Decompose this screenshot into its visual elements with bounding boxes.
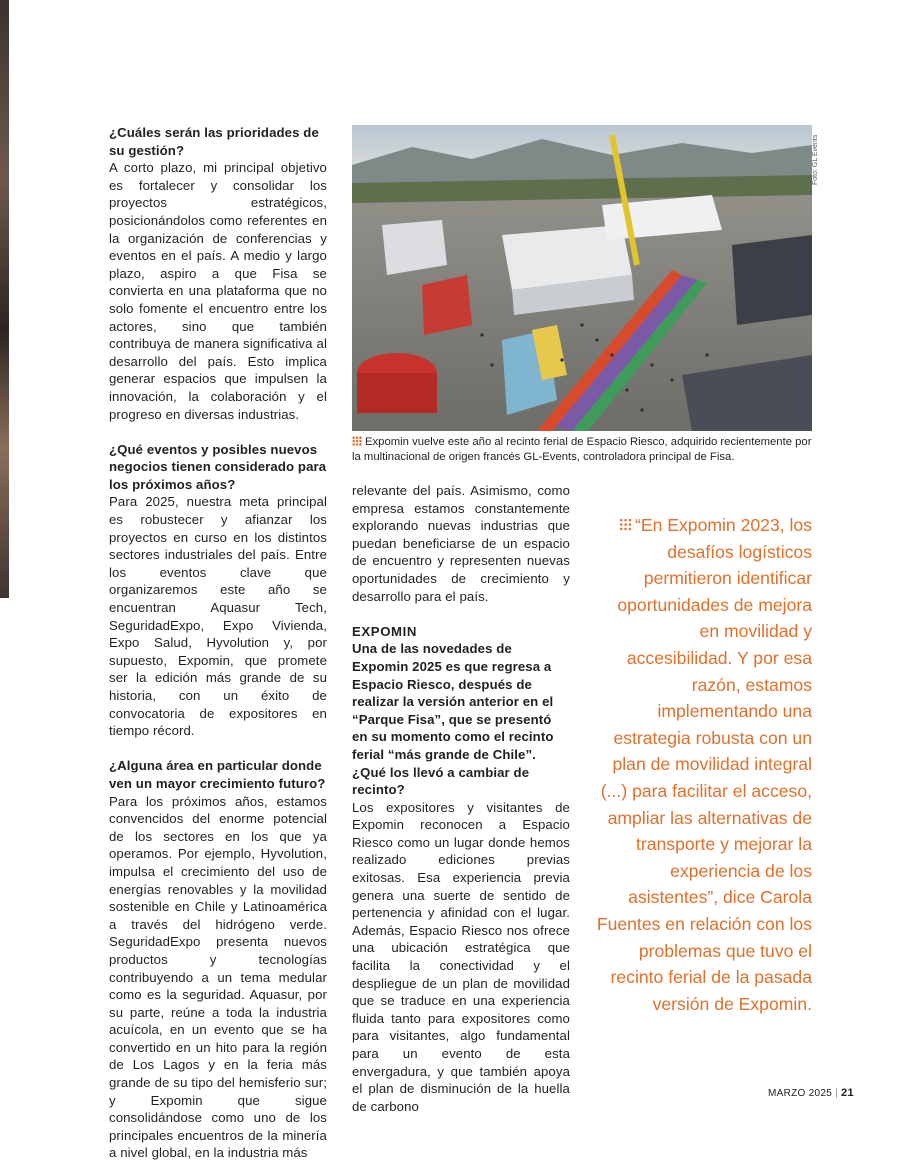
interview-answer: relevante del país. Asimismo, como empresa estamos constantemente explorando nuevas industrias que puedan beneficiarse de un espacio de encuentro y representen nuevas oportunidades de crecimiento y desarrollo para el país. xyxy=(352,483,570,604)
page-number: 21 xyxy=(841,1087,854,1099)
photo-credit: Foto: GL Events xyxy=(812,134,819,185)
dotted-bullet-icon xyxy=(352,436,362,446)
article-column-left xyxy=(109,124,327,1162)
previous-page-edge xyxy=(0,0,9,598)
article-column-middle xyxy=(352,482,570,1115)
issue-date: MARZO 2025 xyxy=(768,1088,833,1099)
photo-caption-text: Expomin vuelve este año al recinto ferial de Espacio Riesco, adquirido recientemente por la multinacional de origen francés GL-Events, controladora principal de Fisa. xyxy=(352,436,812,463)
photo-caption xyxy=(352,435,814,464)
interview-answer: Para los próximos años, estamos convencidos del enorme potencial de los sectores en los que ya operamos. Por ejemplo, Hyvolution, impulsa el crecimiento del uso de energías renovables y la movilidad sostenible en Chile y Latinoamérica a través del hidrógeno verde. SeguridadExpo presenta nuevos productos y tecnologías contribuyendo a un tema medular como es la seguridad. Aquasur, por su parte, reúne a toda la industria acuícola, en un evento que se ha convertido en un hito para la región de Los Lagos y en la feria más grande de su tipo del hemisferio sur; y Expomin que sigue consolidándose como uno de los principales encuentros de la minería a nivel global, en la industria más xyxy=(109,793,327,1161)
pull-quote-text: “En Expomin 2023, los desafíos logísticos permitieron identificar oportunidades de mejora en movilidad y accesibilidad. Y por esa razón, estamos implementando una estrategia robusta con un plan de movilidad integral (...) para facilitar el acceso, ampliar las alternativas de transporte y mejorar la experiencia de los asistentes”, dice Carola Fuentes en relación con los problemas que tuvo el recinto ferial de la pasada versión de Expomin. xyxy=(596,515,812,1014)
interview-question: ¿Qué eventos y posibles nuevos negocios tienen considerado para los próximos años? xyxy=(109,441,327,492)
paragraph-gap xyxy=(109,740,327,758)
interview-question: ¿Cuáles serán las prioridades de su gestión? xyxy=(109,125,319,158)
fair-aerial-image xyxy=(352,125,812,431)
interview-question: Una de las novedades de Expomin 2025 es que regresa a Espacio Riesco, después de realizar la versión anterior en el “Parque Fisa”, que se presentó en su momento como el recinto ferial “más grande de Chile”. ¿Qué los llevó a cambiar de recinto? xyxy=(352,641,554,798)
paragraph-gap xyxy=(109,423,327,441)
interview-question: ¿Alguna área en particular donde ven un mayor crecimiento futuro? xyxy=(109,758,326,791)
interview-answer: A corto plazo, mi principal objetivo es fortalecer y consolidar los proyectos estratégicos, posicionándolos como referentes en la organización de conferencias y eventos en el país. A medio y largo plazo, aspiro a que Fisa se convierta en una plataforma que no solo fomente el encuentro entre los actores, sino que también contribuya de manera significativa al desarrollo del país. Esto implica generar espacios que impulsen la innovación, la colaboración y el progreso en diversas industrias. xyxy=(109,160,327,422)
paragraph-gap xyxy=(352,605,570,623)
pull-quote xyxy=(596,512,812,1017)
section-heading: EXPOMIN xyxy=(352,623,418,639)
page-folio xyxy=(768,1087,854,1099)
expomin-fair-photo xyxy=(352,125,812,431)
dotted-bullet-icon xyxy=(619,518,632,531)
interview-answer: Los expositores y visitantes de Expomin reconocen a Espacio Riesco como un lugar donde hemos realizado ediciones previas exitosas. Esa experiencia previa genera una suerte de sentido de pertenencia y afinidad con el lugar. Además, Espacio Riesco nos ofrece una ubicación estratégica que facilita la conectividad y el despliegue de un plan de movilidad que se traduce en una experiencia fluida tanto para expositores como para visitantes, algo fundamental para un evento de esta envergadura, y que también apoya el plan de disminución de la huella de carbono xyxy=(352,799,570,1114)
folio-separator: | xyxy=(835,1088,839,1099)
interview-answer: Para 2025, nuestra meta principal es robustecer y afianzar los proyectos en curso en los distintos sectores industriales del país. Entre los eventos clave que organizaremos este año se encuentran Aquasur Tech, SeguridadExpo, Expo Vivienda, Expo Salud, Hyvolution y, por supuesto, Expomin, que promete ser la edición más grande de su historia, con un éxito de convocatoria de expositores en tiempo récord. xyxy=(109,494,327,739)
